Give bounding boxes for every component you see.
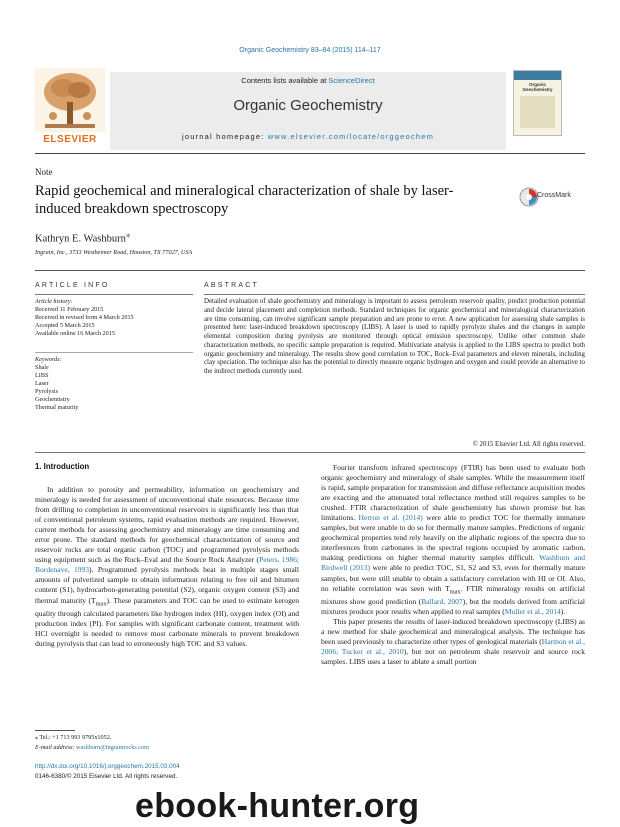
keyword: Laser — [35, 380, 49, 387]
body-column-left — [35, 485, 299, 649]
reference-link[interactable]: Muller et al., 2014 — [504, 607, 561, 617]
article-type: Note — [35, 167, 53, 177]
homepage-prefix: journal homepage: — [181, 132, 268, 141]
keyword: Shale — [35, 364, 49, 371]
journal-cover-thumbnail[interactable] — [513, 70, 562, 136]
issn-copyright: 0146-6380/© 2015 Elsevier Ltd. All rights reserved. — [35, 773, 178, 780]
journal-title: Organic Geochemistry — [233, 97, 383, 114]
keyword: Pyrolysis — [35, 388, 59, 395]
keyword: Geochemistry — [35, 396, 70, 403]
author-footnote-marker[interactable]: ⁎ — [125, 229, 131, 239]
contents-availability — [110, 76, 506, 85]
affiliation: Ingrain, Inc., 3733 Westheimer Road, Houston, TX 77027, USA — [35, 249, 193, 256]
keywords-label: Keywords: — [35, 356, 62, 363]
author-line — [35, 229, 130, 245]
crossmark-icon — [519, 186, 539, 208]
watermark-text: ebook-hunter.org — [135, 787, 420, 825]
keyword: LIBS — [35, 372, 49, 379]
reference-link[interactable]: Herron et al. (2014) — [358, 513, 423, 523]
footnote-divider — [35, 730, 75, 731]
keyword: Thermal maturity — [35, 404, 79, 411]
section-heading-introduction: 1. Introduction — [35, 462, 90, 471]
history-label: Article history: — [35, 298, 73, 305]
keywords-divider — [35, 352, 193, 353]
footnote-email: E-mail address: washburn@ingrainrocks.com — [35, 743, 149, 751]
article-info-divider — [35, 294, 193, 295]
header-divider — [35, 153, 585, 154]
abstract-copyright: © 2015 Elsevier Ltd. All rights reserved. — [472, 441, 585, 448]
reference-link[interactable]: Peters, 1986; Bordenave, 1993 — [35, 555, 299, 575]
journal-citation[interactable]: Organic Geochemistry 83–84 (2015) 114–117 — [239, 47, 381, 54]
reference-link[interactable]: Ballard, 2007 — [421, 597, 463, 607]
affiliation-divider — [35, 270, 585, 271]
elsevier-wordmark: ELSEVIER — [43, 134, 97, 145]
reference-link[interactable]: Harmon et al., 2006; Tucker et al., 2010 — [321, 637, 585, 657]
cover-band — [514, 71, 561, 80]
abstract-heading: ABSTRACT — [204, 282, 259, 289]
homepage-link[interactable]: www.elsevier.com/locate/orggeochem — [267, 132, 435, 141]
cover-title: Organic Geochemistry — [522, 82, 553, 92]
body-column-right — [321, 463, 585, 667]
article-history — [35, 298, 193, 338]
abstract-divider — [204, 294, 585, 295]
keywords-list — [35, 356, 193, 412]
author-name: Kathryn E. Washburn — [35, 233, 126, 245]
abstract-text: Detailed evaluation of shale geochemistry and mineralogy is important to assess petroleum reservoir quality, predict production potential and decide lateral placement and completion methods. Standard techniques for organic geochemical and mineralogical characterization are time consuming, can involve significant sample preparation and are prone to error. A new application for assessing shale samples is presented here: laser-induced breakdown spectroscopy (LIBS). A laser is used to rapidly pyrolyze shales and the changes in sample elemental composition during pyrolysis are monitored through optical emission spectroscopy. Unlike other common shale characterization methods, no specific sample preparation is required. Multivariate analysis is applied to the LIBS spectra to predict both organic geochemistry and mineralogy. The results show good correlation to TOC, Rock–Eval parameters and eleven minerals, including clay speciation. The technique also has the potential to directly measure organic hydrogen and oxygen and could provide an alternative to the indirect methods currently used. — [204, 298, 585, 375]
journal-homepage — [110, 132, 506, 141]
paragraph: In addition to porosity and permeability, information on geochemistry and mineralogy is needed for assessment of unconventional shale resources. Because time from drilling to completion in unconventional reservoirs is significantly less than that of conventional petroleum systems, rapid evaluation methods are required. However, current methods for assessing geochemistry and mineralogy are time consuming and error prone. The standard methods for geochemical characterization of source and reservoir rocks are total organic carbon (TOC) and programmed pyrolysis methods using equipment such as the Rock–Eval and the Source Rock Analyzer (Peters, 1986; Bordenave, 1993). Programmed pyrolysis methods heat in multiple stages small amounts of pulverized sample to obtain information relating to free oil and bitumen content (S1), hydrocarbon-generating potential (S2), organic oxygen content (S3) and thermal maturity $(T_{max})$. These parameters and TOC can be used to estimate kerogen quality through calculated parameters like hydrogen index (HI), oxygen index (OI) and production index (PI). For samples with significant carbonate content, treatment with HCl overnight is needed to remove most carbonate minerals to prevent breakdown during pyrolysis that can lead to erroneously high TOC and S3 values. — [35, 485, 299, 649]
history-item: Received in revised form 4 March 2015 — [35, 314, 134, 321]
paragraph: Fourier transform infrared spectroscopy (FTIR) has been used to evaluate both organic geochemistry and mineralogy of shale samples. While the measurement itself is rapid, sample preparation for transmission and diffuse reflectance acquisition modes are exacting and the attenuated total reflectance method still requires samples to be crushed. FTIR characterization of shale geochemistry has shown promise but has limitations. Herron et al. (2014) were able to predict TOC for thermally immature samples, but were unable to do so for thermally mature samples. Predictions of organic geochemical properties tend rely heavily on the aliphatic regions of the spectra due to interferences from carbonates in the spectral regions occupied by aromatic carbon, making predictions on higher thermal maturity samples difficult. Washburn and Birdwell (2013) were able to predict TOC, S1, S2 and S3, even for thermally mature samples, but were still unable to obtain a satisfactory correlation with HI or OI. Also, no reliable correlation was seen with $T_{max}$. FTIR mineralogy results on artificial mixtures show good prediction (Ballard, 2007), but the models derived from artificial mixtures produce poor results when applied to real samples (Muller et al., 2014). — [321, 463, 586, 617]
crossmark-label[interactable]: CrossMark — [537, 192, 571, 199]
author-footnote — [35, 733, 149, 752]
cover-artwork — [520, 96, 555, 128]
article-title: Rapid geochemical and mineralogical characterization of shale by laser-induced breakdown spectroscopy — [35, 183, 454, 217]
contents-prefix: Contents lists available at — [241, 76, 329, 85]
paragraph: This paper presents the results of laser-induced breakdown spectroscopy (LIBS) as a new method for shale geochemical and mineralogical analysis. The technique has been used previously to characterize other types of geological materials (Harmon et al., 2006; Tucker et al., 2010), but not on petroleum shale reservoir and source rock samples. LIBS uses a laser to ablate a small portion — [321, 617, 586, 667]
history-item: Available online 16 March 2015 — [35, 330, 115, 337]
article-info-heading: ARTICLE INFO — [35, 282, 110, 289]
reference-link[interactable]: Washburn and Birdwell (2013) — [321, 553, 586, 573]
email-link[interactable]: washburn@ingrainrocks.com — [76, 743, 149, 751]
doi-link[interactable]: http://dx.doi.org/10.1016/j.orggeochem.2015.03.004 — [35, 763, 180, 770]
sciencedirect-link[interactable]: ScienceDirect — [328, 76, 375, 85]
history-item: Received 11 February 2015 — [35, 306, 104, 313]
history-item: Accepted 5 March 2015 — [35, 322, 95, 329]
footnote-tel: ⁎ Tel.: +1 713 993 9795x1052. — [35, 734, 112, 741]
abstract-end-divider — [35, 452, 585, 453]
